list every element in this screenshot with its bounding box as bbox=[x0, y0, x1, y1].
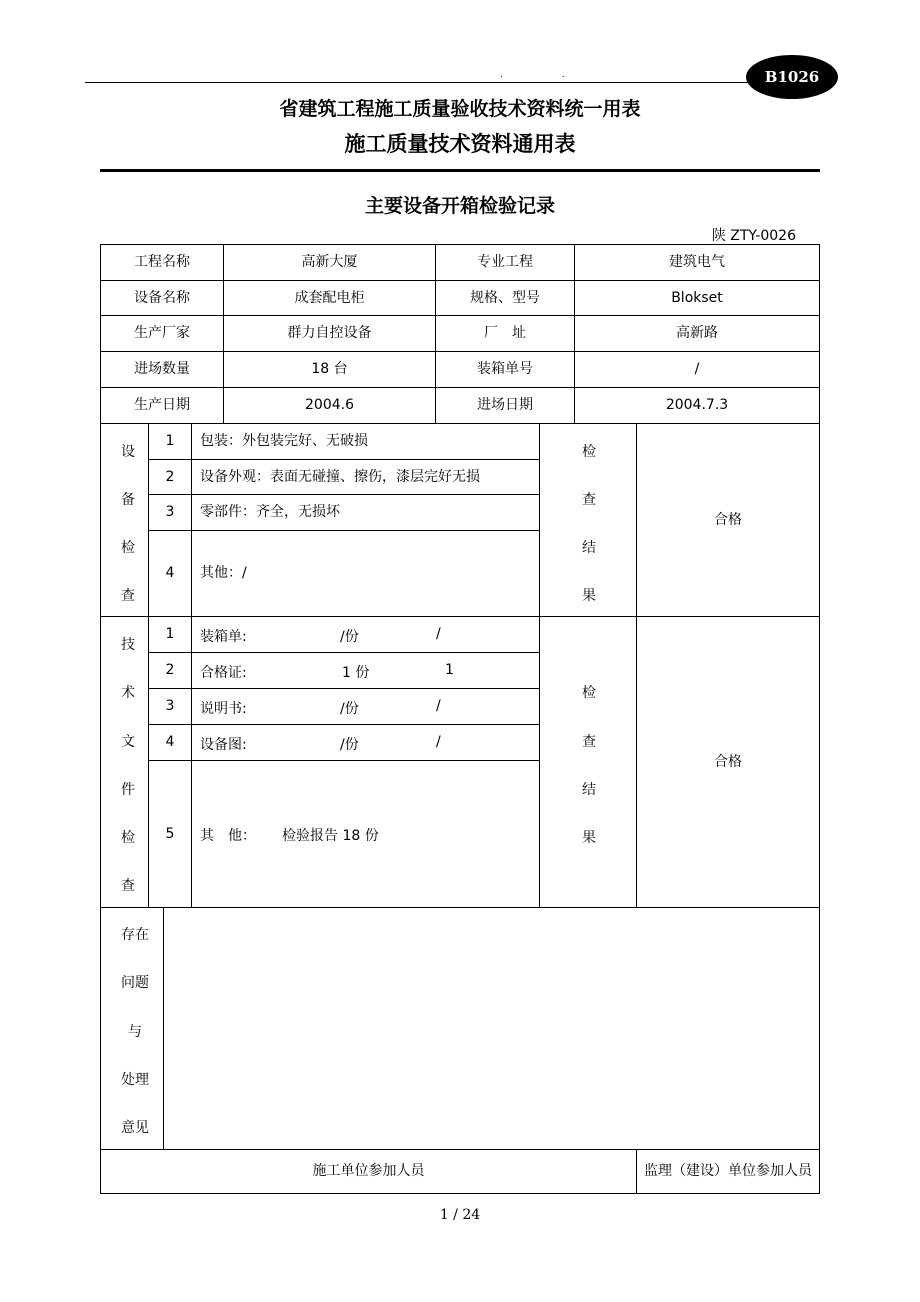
doc-item-qty: 1 份 bbox=[342, 665, 370, 681]
equip-item-no: 4 bbox=[165, 565, 175, 581]
page-number: 1 / 24 bbox=[439, 1207, 481, 1223]
form-badge: B1026 bbox=[746, 55, 838, 99]
doc-item-name: 设备图: bbox=[200, 737, 247, 753]
equip-result-label-char: 果 bbox=[582, 588, 596, 604]
equip-item-text: 其他：/ bbox=[200, 565, 247, 581]
title-line-1: 省建筑工程施工质量验收技术资料统一用表 bbox=[279, 98, 641, 120]
col-line bbox=[539, 616, 540, 907]
row-line bbox=[148, 760, 540, 761]
row-line bbox=[148, 652, 540, 653]
info-label: 规格、型号 bbox=[470, 289, 540, 306]
doc-result-label-char: 结 bbox=[582, 782, 596, 798]
doc-item-qty: 检验报告 18 份 bbox=[282, 828, 379, 844]
doc-label-char: 查 bbox=[121, 878, 135, 894]
info-label: 进场数量 bbox=[134, 361, 190, 377]
doc-item-name: 说明书: bbox=[200, 701, 247, 717]
doc-item-no: 3 bbox=[165, 698, 175, 714]
doc-label-char: 术 bbox=[121, 685, 135, 701]
info-value: Blokset bbox=[671, 289, 723, 306]
info-label: 生产厂家 bbox=[134, 325, 190, 341]
row-line bbox=[148, 724, 540, 725]
info-label: 进场日期 bbox=[477, 397, 533, 413]
doc-result-label-char: 果 bbox=[582, 830, 596, 846]
form-title: 主要设备开箱检验记录 bbox=[364, 195, 555, 217]
doc-label-char: 件 bbox=[121, 782, 135, 798]
header-rule bbox=[85, 82, 785, 83]
info-value: 2004.7.3 bbox=[665, 397, 729, 413]
doc-label-char: 技 bbox=[121, 637, 135, 653]
issues-label-line: 存在 bbox=[121, 927, 149, 943]
info-value: 2004.6 bbox=[305, 397, 354, 413]
doc-item-extra: 1 bbox=[445, 662, 454, 678]
doc-item-qty: /份 bbox=[340, 737, 359, 753]
doc-item-no: 1 bbox=[165, 626, 175, 642]
info-label: 厂 址 bbox=[484, 325, 526, 341]
equip-item-no: 1 bbox=[165, 433, 175, 449]
doc-result: 合格 bbox=[714, 753, 742, 770]
equip-item-text: 包装：外包装完好、无破损 bbox=[200, 433, 368, 449]
issues-label-line: 与 bbox=[128, 1024, 142, 1040]
col-line bbox=[539, 423, 540, 616]
doc-item-name: 装箱单: bbox=[200, 629, 247, 645]
info-value: 高新路 bbox=[676, 325, 718, 341]
title-divider bbox=[100, 169, 820, 172]
equip-result: 合格 bbox=[714, 511, 742, 528]
equip-item-no: 2 bbox=[165, 468, 175, 485]
col-line bbox=[163, 907, 164, 1149]
doc-item-extra: / bbox=[436, 698, 441, 714]
header-dots: . . bbox=[500, 70, 593, 80]
doc-item-qty: /份 bbox=[340, 629, 359, 645]
equip-item-text: 设备外观：表面无碰撞、擦伤，漆层完好无损 bbox=[200, 468, 480, 485]
info-label: 装箱单号 bbox=[477, 361, 533, 377]
col-line bbox=[636, 1149, 637, 1194]
info-value: 建筑电气 bbox=[669, 254, 725, 270]
doc-label-char: 文 bbox=[121, 734, 135, 750]
doc-item-name: 合格证: bbox=[200, 665, 247, 681]
row-line bbox=[100, 907, 820, 908]
info-value: 18 台 bbox=[311, 361, 348, 377]
info-value: 高新大厦 bbox=[301, 254, 358, 270]
equip-item-text: 零部件：齐全，无损坏 bbox=[200, 504, 340, 520]
issues-label-line: 处理 bbox=[121, 1072, 149, 1088]
equip-label-char: 备 bbox=[121, 492, 135, 508]
info-value: 成套配电柜 bbox=[294, 289, 365, 306]
doc-item-extra: / bbox=[436, 734, 441, 750]
equip-result-label-char: 查 bbox=[582, 492, 596, 508]
doc-item-qty: /份 bbox=[340, 701, 359, 717]
info-label: 生产日期 bbox=[134, 397, 190, 413]
equip-label-char: 检 bbox=[121, 540, 135, 556]
row-line bbox=[148, 688, 540, 689]
table-border-bottom bbox=[100, 1193, 820, 1194]
title-line-2: 施工质量技术资料通用表 bbox=[344, 132, 576, 156]
info-value: 群力自控设备 bbox=[287, 325, 372, 341]
equip-label-char: 设 bbox=[121, 444, 135, 460]
supervision-signature-label: 监理（建设）单位参加人员 bbox=[644, 1163, 812, 1179]
info-value: / bbox=[694, 361, 700, 377]
doc-result-label-char: 检 bbox=[582, 685, 596, 701]
construction-signature-label: 施工单位参加人员 bbox=[312, 1163, 425, 1179]
form-code: 陕 ZTY-0026 bbox=[711, 228, 796, 244]
doc-item-name: 其 他： bbox=[200, 828, 256, 844]
doc-item-no: 2 bbox=[165, 662, 175, 678]
equip-label-char: 查 bbox=[121, 588, 135, 604]
info-label: 设备名称 bbox=[134, 289, 190, 306]
equip-item-no: 3 bbox=[165, 504, 175, 520]
col-line bbox=[191, 616, 192, 907]
doc-item-no: 5 bbox=[165, 825, 175, 842]
doc-item-no: 4 bbox=[165, 734, 175, 750]
info-label: 工程名称 bbox=[134, 254, 190, 270]
info-label: 专业工程 bbox=[477, 254, 533, 270]
issues-label-line: 意见 bbox=[121, 1120, 149, 1136]
doc-result-label-char: 查 bbox=[582, 734, 596, 750]
equip-result-label-char: 检 bbox=[582, 444, 596, 460]
equip-result-label-char: 结 bbox=[582, 540, 596, 556]
issues-content bbox=[172, 920, 812, 1140]
issues-label-line: 问题 bbox=[121, 975, 149, 991]
doc-label-char: 检 bbox=[121, 830, 135, 846]
doc-item-extra: / bbox=[436, 626, 441, 642]
